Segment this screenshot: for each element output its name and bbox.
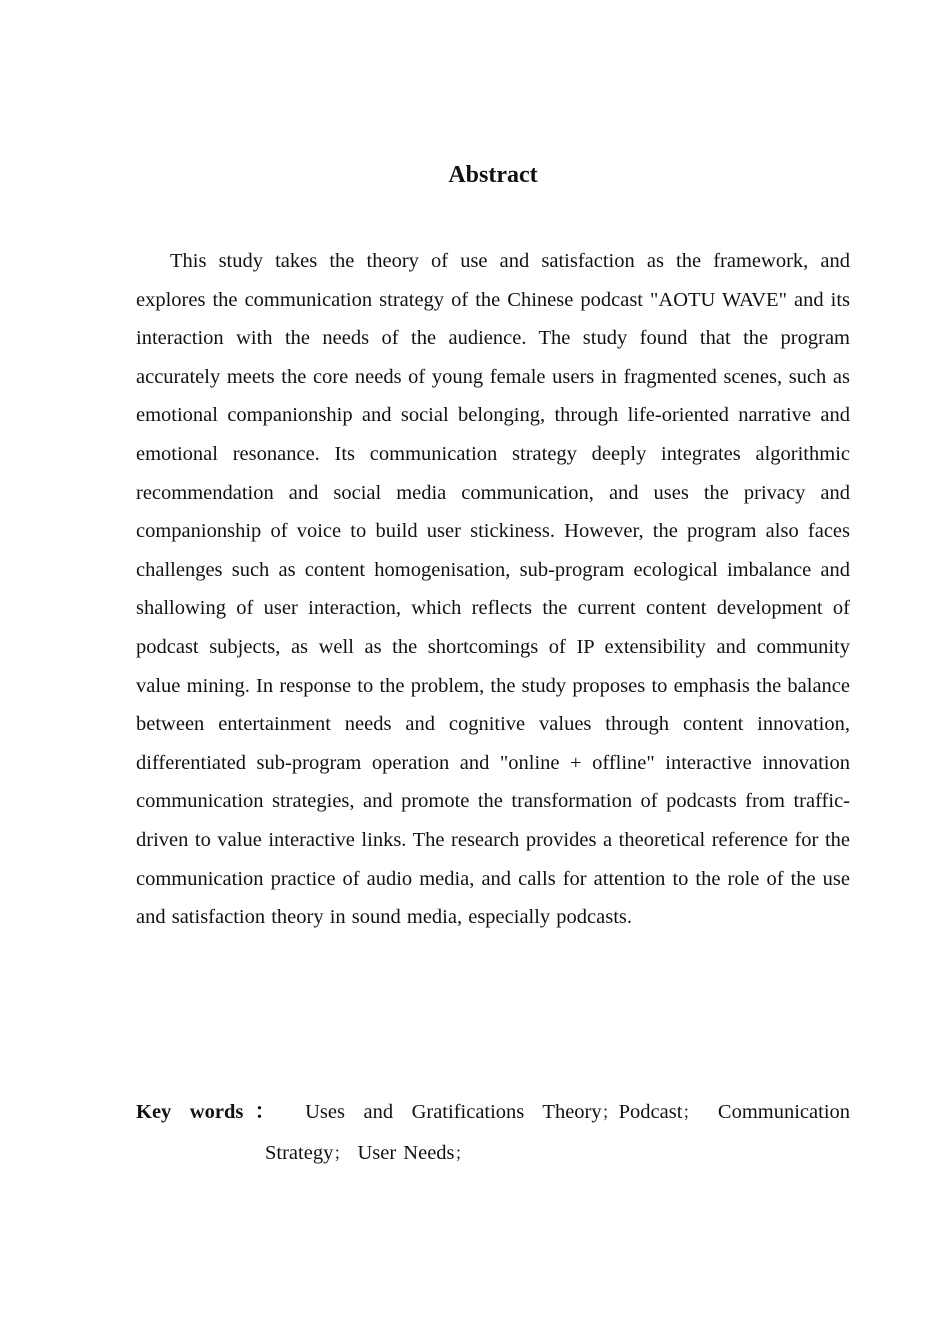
keywords-label: Key words： <box>136 1101 287 1123</box>
keyword-item: Podcast <box>618 1101 683 1123</box>
keyword-item: Communication Strategy <box>265 1101 851 1164</box>
keyword-item: User Needs <box>357 1142 455 1164</box>
abstract-body: This study takes the theory of use and satisfaction as the framework, and explores the communication strategy of the Chinese podcast "AOTU WAVE" and its interaction with the needs of the audience. The study found that the program accurately meets the core needs of young female users in fragmented scenes, such as emotional companionship and social belonging, through life-oriented narrative and emotional resonance. Its communication strategy deeply integrates algorithmic recommendation and social media communication, and uses the privacy and companionship of voice to build user stickiness. However, the program also faces challenges such as content homogenisation, sub-program ecological imbalance and shallowing of user interaction, which reflects the current content development of podcast subjects, as well as the shortcomings of IP extensibility and community value mining. In response to the problem, the study proposes to emphasis the balance between entertainment needs and cognitive values through content innovation, differentiated sub-program operation and "online + offline" interactive innovation communication strategies, and promote the transformation of podcasts from traffic-driven to value interactive links. The research provides a theoretical reference for the communication practice of audio media, and calls for attention to the role of the use and satisfaction theory in sound media, especially podcasts. <box>136 250 850 929</box>
abstract-title: Abstract <box>448 162 538 188</box>
keyword-separator: ； <box>601 1103 619 1122</box>
keyword-separator: ； <box>682 1103 700 1122</box>
keyword-item: Uses and Gratifications Theory <box>305 1101 602 1123</box>
keyword-separator: ； <box>454 1144 472 1163</box>
keyword-separator: ； <box>333 1144 351 1163</box>
keywords-line <box>136 1092 850 1174</box>
